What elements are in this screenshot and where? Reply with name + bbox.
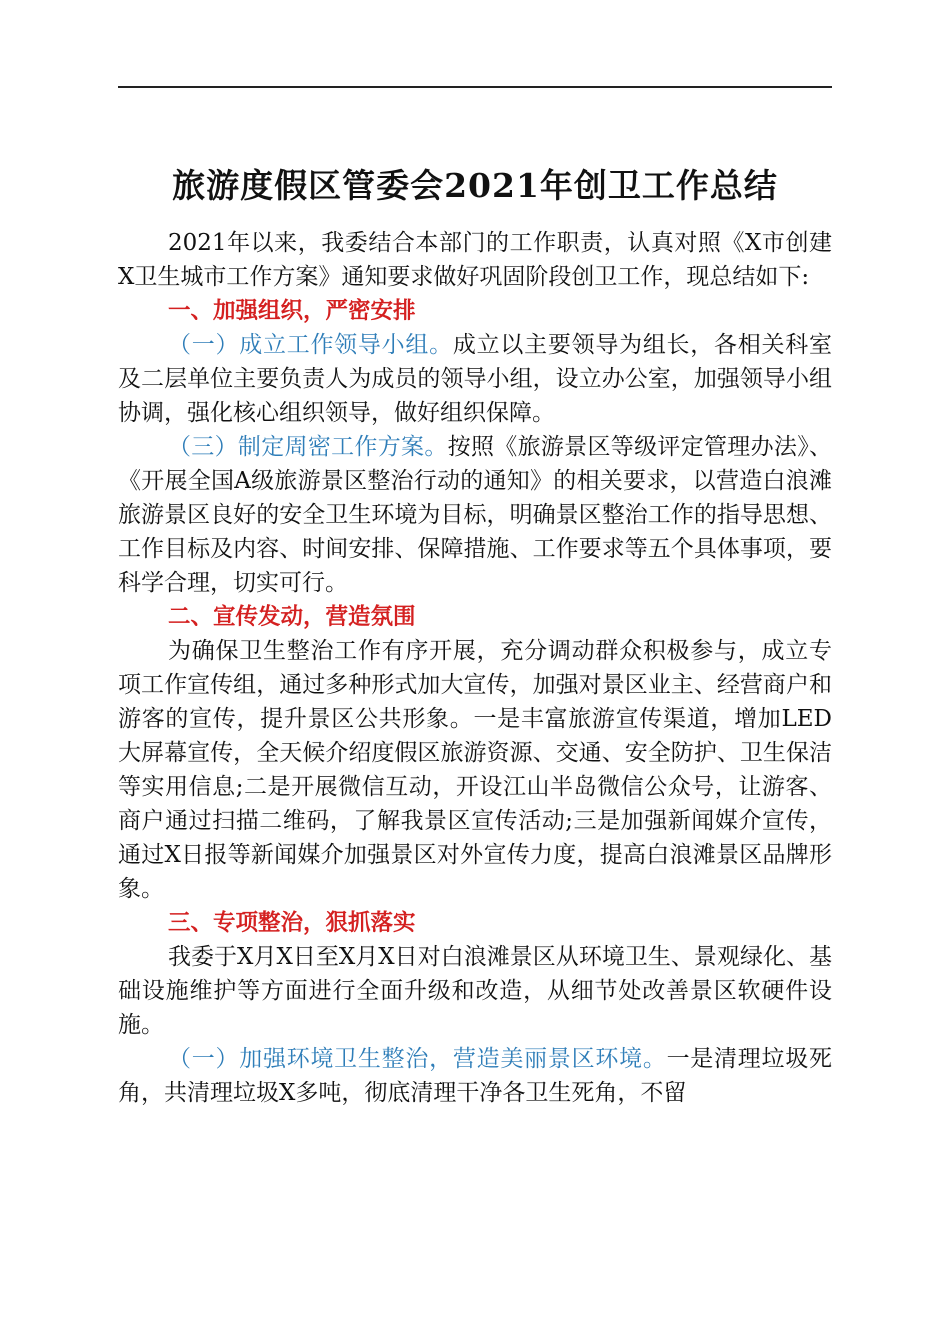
document-body (118, 226, 832, 1110)
paragraph-1-3-text: 按照《旅游景区等级评定管理办法》、《开展全国A级旅游景区整治行动的通知》的相关要求，以营造白浪滩旅游景区良好的安全卫生环境为目标，明确景区整治工作的指导思想、工作目标及内容、时间安排、保障措施、工作要求等五个具体事项，要科学合理，切实可行。 (118, 434, 833, 596)
paragraph-2: 为确保卫生整治工作有序开展，充分调动群众积极参与，成立专项工作宣传组，通过多种形式加大宣传，加强对景区业主、经营商户和游客的宣传，提升景区公共形象。一是丰富旅游宣传渠道，增加LED大屏幕宣传，全天候介绍度假区旅游资源、交通、安全防护、卫生保洁等实用信息;二是开展微信互动，开设江山半岛微信公众号，让游客、商户通过扫描二维码，了解我景区宣传活动;三是加强新闻媒介宣传，通过X日报等新闻媒介加强景区对外宣传力度，提高白浪滩景区品牌形象。 (118, 638, 832, 902)
paragraph-3-1 (118, 1042, 832, 1110)
subheading-3-1: （一）加强环境卫生整治，营造美丽景区环境。 (168, 1046, 667, 1072)
header-rule (118, 86, 832, 88)
paragraph-1-1-text: 成立以主要领导为组长，各相关科室及二层单位主要负责人为成员的领导小组，设立办公室，加强领导小组协调，强化核心组织领导，做好组织保障。 (118, 332, 833, 426)
paragraph-3-1-text: 一是清理垃圾死角，共清理垃圾X多吨，彻底清理干净各卫生死角，不留 (118, 1046, 833, 1106)
section-heading-1: 一、加强组织，严密安排 (168, 298, 416, 324)
intro-paragraph: 2021年以来，我委结合本部门的工作职责，认真对照《X市创建X卫生城市工作方案》通知要求做好巩固阶段创卫工作，现总结如下: (118, 230, 832, 290)
section-heading-3: 三、专项整治，狠抓落实 (168, 910, 416, 936)
paragraph-1-1 (118, 328, 832, 430)
paragraph-1-3 (118, 430, 832, 600)
paragraph-3: 我委于X月X日至X月X日对白浪滩景区从环境卫生、景观绿化、基础设施维护等方面进行全面升级和改造，从细节处改善景区软硬件设施。 (118, 944, 832, 1038)
section-heading-2: 二、宣传发动，营造氛围 (168, 604, 416, 630)
subheading-1-3: （三）制定周密工作方案。 (168, 434, 448, 460)
subheading-1-1: （一）成立工作领导小组。 (168, 332, 453, 358)
document-title: 旅游度假区管委会2021年创卫工作总结 (172, 166, 778, 205)
